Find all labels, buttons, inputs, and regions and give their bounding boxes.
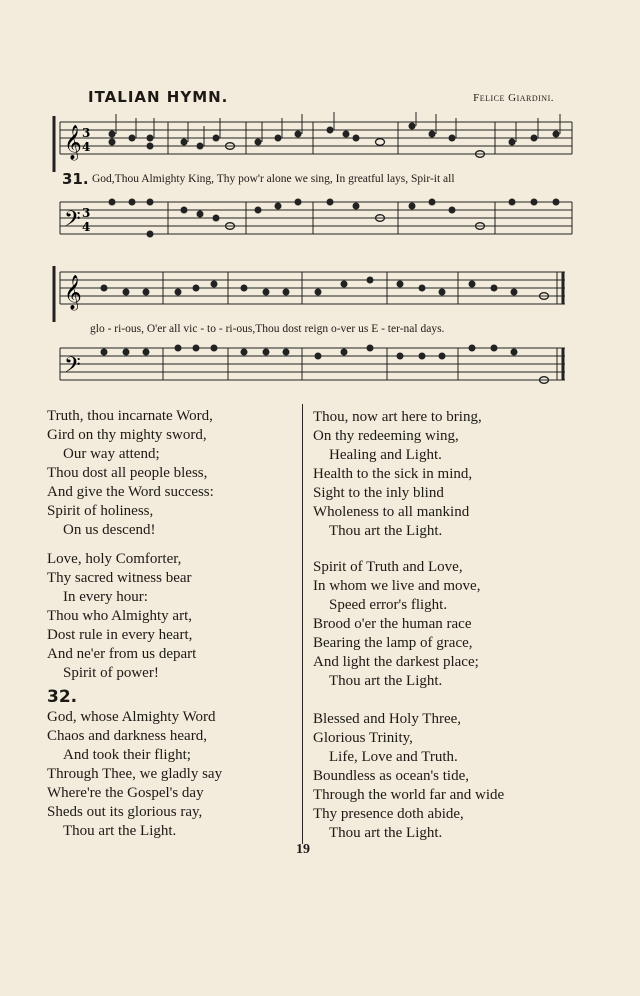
svg-text:𝄢: 𝄢 [64,207,81,237]
verse-line: Through the world far and wide [313,787,505,803]
verse-line: Thou art the Light. [329,523,443,539]
verse-line: Thou art the Light. [63,823,177,839]
verse-line: Thy presence doth abide, [313,806,464,822]
column-divider [302,404,303,844]
verse-32-2 [313,408,482,541]
verse-line: And took their flight; [63,747,191,763]
verse-line: Spirit of holiness, [47,503,154,519]
verse-line: Health to the sick in mind, [313,466,473,482]
verse-line: Thou who Almighty art, [47,608,192,624]
music-staff-bass-2 [0,338,640,398]
verse-line: Sight to the inly blind [313,485,444,501]
verse-line: And ne'er from us depart [47,646,197,662]
verse-line: Through Thee, we gladly say [47,766,223,782]
verse-line: Thou art the Light. [329,673,443,689]
svg-text:𝄞: 𝄞 [64,275,82,310]
verse-line: Sheds out its glorious ray, [47,804,203,820]
verse-line: And give the Word success: [47,484,214,500]
verse-line: On thy redeeming wing, [313,428,459,444]
verse-line: Glorious Trinity, [313,730,413,746]
verse-line: Love, holy Comforter, [47,551,182,567]
verse-31-2 [47,407,214,540]
svg-text:4: 4 [82,220,91,234]
composer-name: Felice Giardini. [473,92,554,104]
svg-text:4: 4 [82,140,91,154]
verse-line: Thou art the Light. [329,825,443,841]
verse-line: God, whose Almighty Word [47,709,216,725]
verse-line: Dost rule in every heart, [47,627,193,643]
hymn-number-31: 31. [62,170,89,188]
verse-line: Bearing the lamp of grace, [313,635,473,651]
verse-line: Blessed and Holy Three, [313,711,462,727]
hymn-title: ITALIAN HYMN. [88,88,229,106]
verse-line: In whom we live and move, [313,578,481,594]
verse-line: Brood o'er the human race [313,616,472,632]
verse-line: Where're the Gospel's day [47,785,204,801]
verse-line: Our way attend; [63,446,160,462]
verse-line: Boundless as ocean's tide, [313,768,470,784]
svg-text:3: 3 [82,206,91,220]
page-number: 19 [296,842,310,857]
verse-line: Thy sacred witness bear [47,570,192,586]
lyrics-line-2: glo - ri-ous, O'er all vic - to - ri-ous,Thou dost reign o-ver us E - ter-nal days. [90,323,445,335]
verse-line: Life, Love and Truth. [329,749,458,765]
verse-line: Chaos and darkness heard, [47,728,207,744]
svg-text:3: 3 [82,126,91,140]
verse-line: Healing and Light. [329,447,442,463]
verse-line: Thou dost all people bless, [47,465,208,481]
verse-32-4 [313,710,504,843]
hymn-number-32: 32. [47,687,78,707]
verse-line: In every hour: [63,589,148,605]
verse-line: And light the darkest place; [313,654,479,670]
verse-line: Thou, now art here to bring, [313,409,482,425]
music-staff-treble-1 [0,112,640,172]
verse-line: Speed error's flight. [329,597,448,613]
verse-line: Gird on thy mighty sword, [47,427,207,443]
svg-text:𝄢: 𝄢 [64,353,81,383]
lyrics-line-1: God,Thou Almighty King, Thy pow'r alone we sing, In greatful lays, Spir-it all [92,173,455,185]
verse-line: Wholeness to all mankind [313,504,470,520]
verse-31-3 [47,550,196,683]
verse-32-3 [313,558,480,691]
verse-line: Spirit of power! [63,665,159,681]
music-staff-treble-2 [0,262,640,322]
verse-line: On us descend! [63,522,156,538]
svg-text:𝄞: 𝄞 [64,125,82,160]
verse-32-1 [47,708,222,841]
verse-line: Spirit of Truth and Love, [313,559,463,575]
music-staff-bass-1 [0,190,640,250]
verse-line: Truth, thou incarnate Word, [47,408,213,424]
